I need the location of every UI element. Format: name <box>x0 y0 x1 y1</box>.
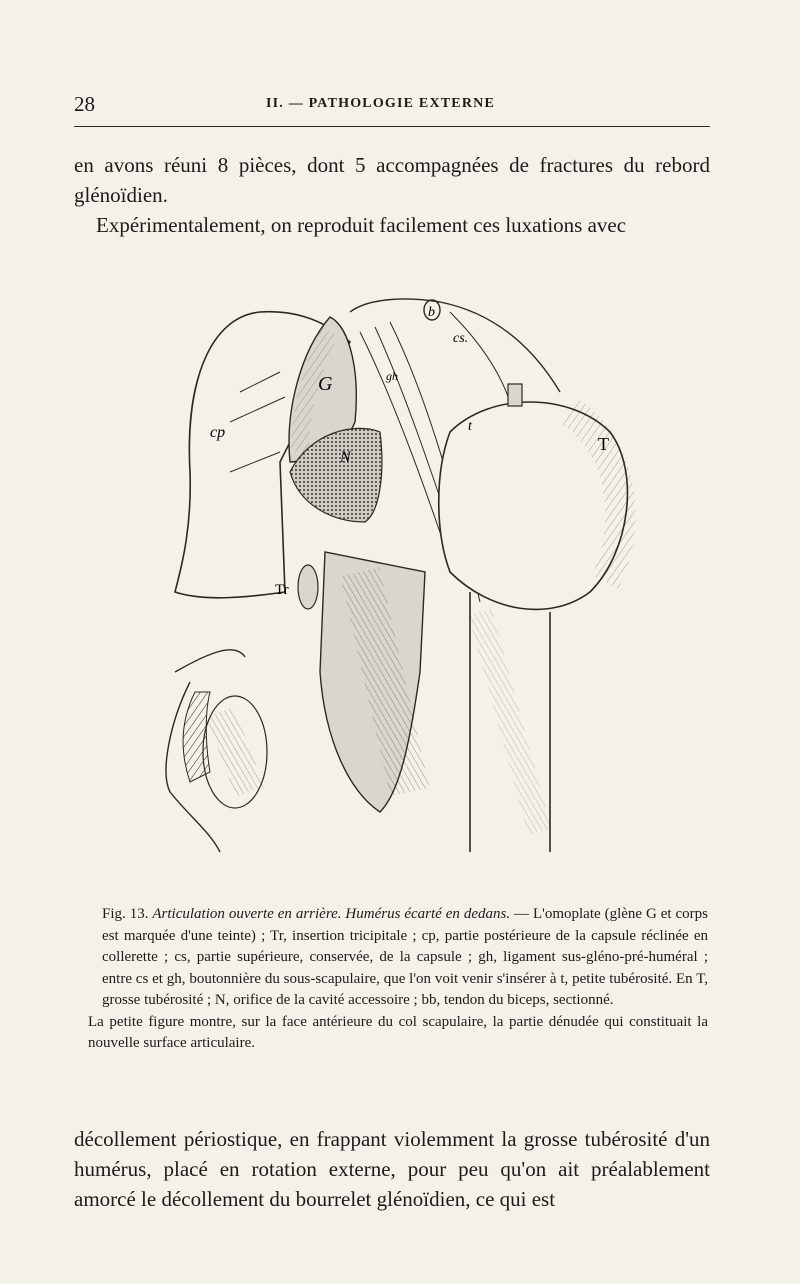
label-T: T <box>598 434 609 454</box>
label-gh: gh <box>386 369 398 383</box>
label-cp: cp <box>210 424 226 441</box>
label-N: N <box>340 449 351 466</box>
header-rule <box>74 126 710 127</box>
top-paragraph <box>74 150 710 240</box>
shoulder-joint-illustration <box>150 272 650 900</box>
running-head: II. — PATHOLOGIE EXTERNE <box>266 96 495 111</box>
page-number: 28 <box>74 92 95 116</box>
anatomical-figure <box>150 272 650 900</box>
figure-caption <box>88 904 708 1055</box>
bottom-paragraph-text: décollement périostique, en frappant violemment la grosse tubérosité d'un humérus, placé en rotation externe, pour peu qu'on ait préalablement amorcé le décollement du bourrelet glénoïdien, ce qui est <box>74 1127 710 1211</box>
top-paragraph-line1: en avons réuni 8 pièces, dont 5 accompagnées de fractures du rebord glénoïdien. <box>74 153 710 207</box>
bottom-paragraph <box>74 1124 710 1214</box>
caption-fig-number: Fig. 13. <box>102 906 149 922</box>
label-G: G <box>318 373 333 395</box>
triceps-insertion <box>298 565 318 609</box>
label-t: t <box>468 419 472 434</box>
label-cs: cs. <box>453 331 469 346</box>
caption-title: Articulation ouverte en arrière. Humérus écarté en dedans. <box>152 906 511 922</box>
label-b: b <box>428 305 435 320</box>
label-Tr: Tr <box>275 582 289 598</box>
caption-text1: — L'omoplate (glène G et corps est marquée d'une teinte) ; Tr, insertion tricipitale ; cp, partie postérieure de la capsule réclinée en collerette ; cs, partie supérieure, conservée, de la capsule ; gh, ligament sus-gléno-pré-huméral ; entre cs et gh, boutonnière du sous-scapulaire, que l'on voit venir s'insérer à t, petite tubérosité. En T, grosse tubérosité ; N, orifice de la cavité accessoire ; bb, tendon du biceps, sectionné. <box>102 906 709 1008</box>
page-header <box>74 92 710 122</box>
top-paragraph-line2: Expérimentalement, on reproduit facilement ces luxations avec <box>96 213 627 237</box>
caption-main <box>88 904 708 1012</box>
caption-text2: La petite figure montre, sur la face antérieure du col scapulaire, la partie dénudée qui constituait la nouvelle surface articulaire. <box>88 1013 708 1051</box>
